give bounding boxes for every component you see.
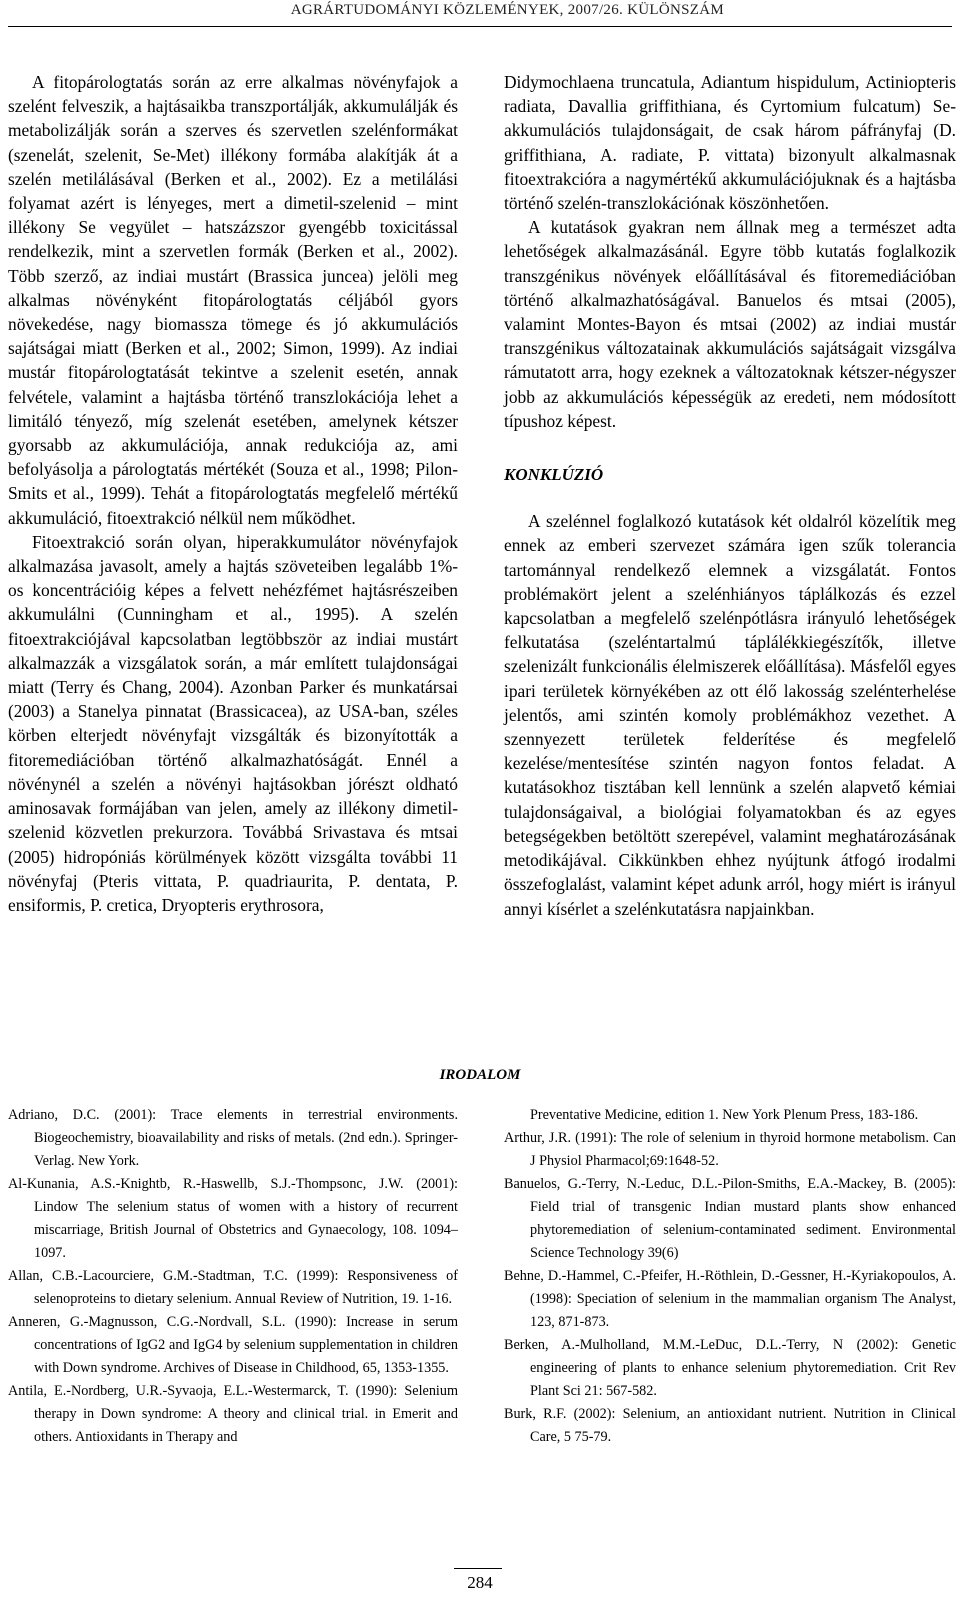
header-rule xyxy=(8,26,952,27)
reference-item: Berken, A.-Mulholland, M.M.-LeDuc, D.L.-Terry, N (2002): Genetic engineering of plants to enhance selenium phytoremediation. Crit Rev Plant Sci 21: 567-582. xyxy=(504,1337,956,1399)
reference-item: Allan, C.B.-Lacourciere, G.M.-Stadtman, T.C. (1999): Responsiveness of selenoproteins to dietary selenium. Annual Review of Nutrition, 19. 1-16. xyxy=(8,1268,458,1307)
reference-item: Antila, E.-Nordberg, U.R.-Syvaoja, E.L.-Westermarck, T. (1990): Selenium therapy in Down syndrome: A theory and clinical trial. in Emerit and others. Antioxidants in Therapy and xyxy=(8,1383,458,1445)
body-paragraph: Fitoextrakció során olyan, hiperakkumulátor növényfajok alkalmazása javasolt, amely a hajtás szöveteiben legalább 1%-os koncentrációig képes a felvett nehézfémet hajtásrészeiben akkumulálni (Cunningham et al., 1995). A szelén fitoextrakciójával kapcsolatban legtöbbször az indiai mustárt alkalmazzák a vizsgálatok során, a már említett tulajdonságai miatt (Terry és Chang, 2004). Azonban Parker és munkatársai (2003) a Stanelya pinnatat (Brassicacea), az USA-ban, széles körben elterjedt növényfajt vizsgálták és bizonyították a fitoremediációban történő alkalmazhatóságát. Ennél a növénynél a szelén a növényi hajtásokban jórészt oldható aminosavak formájában van jelen, amely az illékony dimetil-szelenid közvetlen prekurzora. Továbbá Srivastava és mtsai (2005) hidropóniás körülmények között vizsgálta további 11 növényfaj (Pteris vittata, P. quadriaurita, P. dentata, P. ensiformis, P. cretica, Dryopteris erythrosora, xyxy=(8,531,458,915)
reference-item: Anneren, G.-Magnusson, C.G.-Nordvall, S.L. (1990): Increase in serum concentrations of IgG2 and IgG4 by selenium supplementation in children with Down syndrome. Archives of Disease in Childhood, 65, 1353-1355. xyxy=(8,1314,458,1376)
reference-item: Behne, D.-Hammel, C.-Pfeifer, H.-Röthlein, D.-Gessner, H.-Kyriakopoulos, A. (1998): Speciation of selenium in the mammalian organism The Analyst, 123, 871-873. xyxy=(504,1268,956,1330)
right-column xyxy=(504,70,956,921)
body-paragraph: A fitopárologtatás során az erre alkalmas növényfajok a szelént felveszik, a hajtásaikba transzportálják, akkumulálják és metabolizálják során a szerves és szervetlen szelénformákat (szenelát, szelenit, Se-Met) illékony formába alakítják át a szelén metilálásával (Berken et al., 2002). Ez a metilálási folyamat azért is lényeges, mert a dimetil-szelenid – mint illékony Se vegyület – hatszázszor gyengébb toxicitással rendelkezik, mint a szervetlen formák (Berken et al., 2002). Több szerző, az indiai mustárt (Brassica juncea) jelöli meg alkalmas növényként fitopárologtatás céljából gyors növekedése, nagy biomassza tömege és jó akkumulációs sajátságai miatt (Berken et al., 2002; Simon, 1999). Az indiai mustár fitopárologtatását tekintve a szelenit esetén, annak felvétele, valamint a hajtásba történő transzlokációja lehet a limitáló tényező, míg szelenát esetében, amelynek kétszer gyorsabb az akkumulációja, annak redukciója az, ami befolyásolja a párologtatás mértékét (Souza et al., 1998; Pilon-Smits et al., 1999). Tehát a fitopárologtatás megfelelő mértékű akkumuláció, fitoextrakció nélkül nem működhet. xyxy=(8,72,458,528)
references-left-column xyxy=(8,1104,458,1449)
references-right-column xyxy=(504,1104,956,1449)
reference-item: Banuelos, G.-Terry, N.-Leduc, D.L.-Pilon-Smiths, E.A.-Mackey, B. (2005): Field trial of transgenic Indian mustard plants show enhanced phytoremediation of selenium-contaminated sediment. Environmental Science Technology 39(6) xyxy=(504,1176,956,1261)
body-paragraph: Didymochlaena truncatula, Adiantum hispidulum, Actiniopteris radiata, Davallia griffithiana, és Cyrtomium fulcatum) Se-akkumulációs tulajdonságait, de csak három páfrányfaj (D. griffithiana, A. radiate, P. vittata) bizonyult alkalmasnak fitoextrakcióra a nagymértékű akkumulációjuknak és a hajtásba történő szelén-transzlokációnak köszönhetően. xyxy=(504,72,956,214)
reference-item: Burk, R.F. (2002): Selenium, an antioxidant nutrient. Nutrition in Clinical Care, 5 75-79. xyxy=(504,1406,956,1445)
conclusion-paragraph: A szelénnel foglalkozó kutatások két oldalról közelítik meg ennek az emberi szervezet számára igen szűk tolerancia tartománnyal rendelkező elemnek a vizsgálatát. Fontos problémakört jelent a szelénhiányos táplálkozás és ezzel kapcsolatban a megfelelő szelénpótlásra irányuló lehetőségek felkutatása (szeléntartalmú táplálékkiegészítők, illetve szelenizált funkcionális élelmiszerek előállítása). Másfelől egyes ipari területek környékében az ott élő lakosság szelénterhelése jelentős, ami szintén komoly problémákhoz vezethet. A szennyezett területek felderítése és megfelelő kezelése/mentesítése szintén nagyon fontos feladat. A kutatásokhoz tisztában kell lennünk a szelén alapvető kémiai tulajdonságaival, a biológiai folyamatokban és az egyes betegségekben betöltött szerepével, valamint meghatározásának metodikájával. Cikkünkben ehhez nyújtunk átfogó irodalmi összefoglalást, valamint képet adunk arról, hogy miért is irányul annyi kísérlet a szelénkutatásra napjainkban. xyxy=(504,511,956,919)
section-title-konkluzio: KONKLÚZIÓ xyxy=(504,465,604,485)
reference-item: Al-Kunania, A.S.-Knightb, R.-Haswellb, S.J.-Thompsonc, J.W. (2001): Lindow The selenium status of women with a history of recurrent miscarriage, British Journal of Obstetrics and Gynaecology, 108. 1094–1097. xyxy=(8,1176,458,1261)
references-heading: IRODALOM xyxy=(439,1067,521,1083)
body-paragraph: A kutatások gyakran nem állnak meg a természet adta lehetőségek alkalmazásánál. Egyre több kutatás foglalkozik transzgénikus növények előállításával és fitoremediációban történő alkalmazhatóságával. Banuelos és mtsai (2005), valamint Montes-Bayon és mtsai (2002) az indiai mustár transzgénikus változatainak akkumulációs sajátságait vizsgálva rámutatott arra, hogy ezeknek a változatoknak kétszer-négyszer jobb az akkumulációs képességük az eredeti, nem módosított típushoz képest. xyxy=(504,217,956,431)
running-header: AGRÁRTUDOMÁNYI KÖZLEMÉNYEK, 2007/26. KÜLÖNSZÁM xyxy=(290,2,724,18)
footer-rule xyxy=(454,1568,502,1569)
page-number: 284 xyxy=(467,1573,493,1592)
reference-item: Adriano, D.C. (2001): Trace elements in terrestrial environments. Biogeochemistry, bioavailability and risks of metals. (2nd edn.). Springer-Verlag. New York. xyxy=(8,1107,458,1169)
left-column xyxy=(8,70,458,917)
reference-continuation: Preventative Medicine, edition 1. New York Plenum Press, 183-186. xyxy=(530,1107,919,1123)
reference-item: Arthur, J.R. (1991): The role of selenium in thyroid hormone metabolism. Can J Physiol Pharmacol;69:1648-52. xyxy=(504,1130,956,1169)
